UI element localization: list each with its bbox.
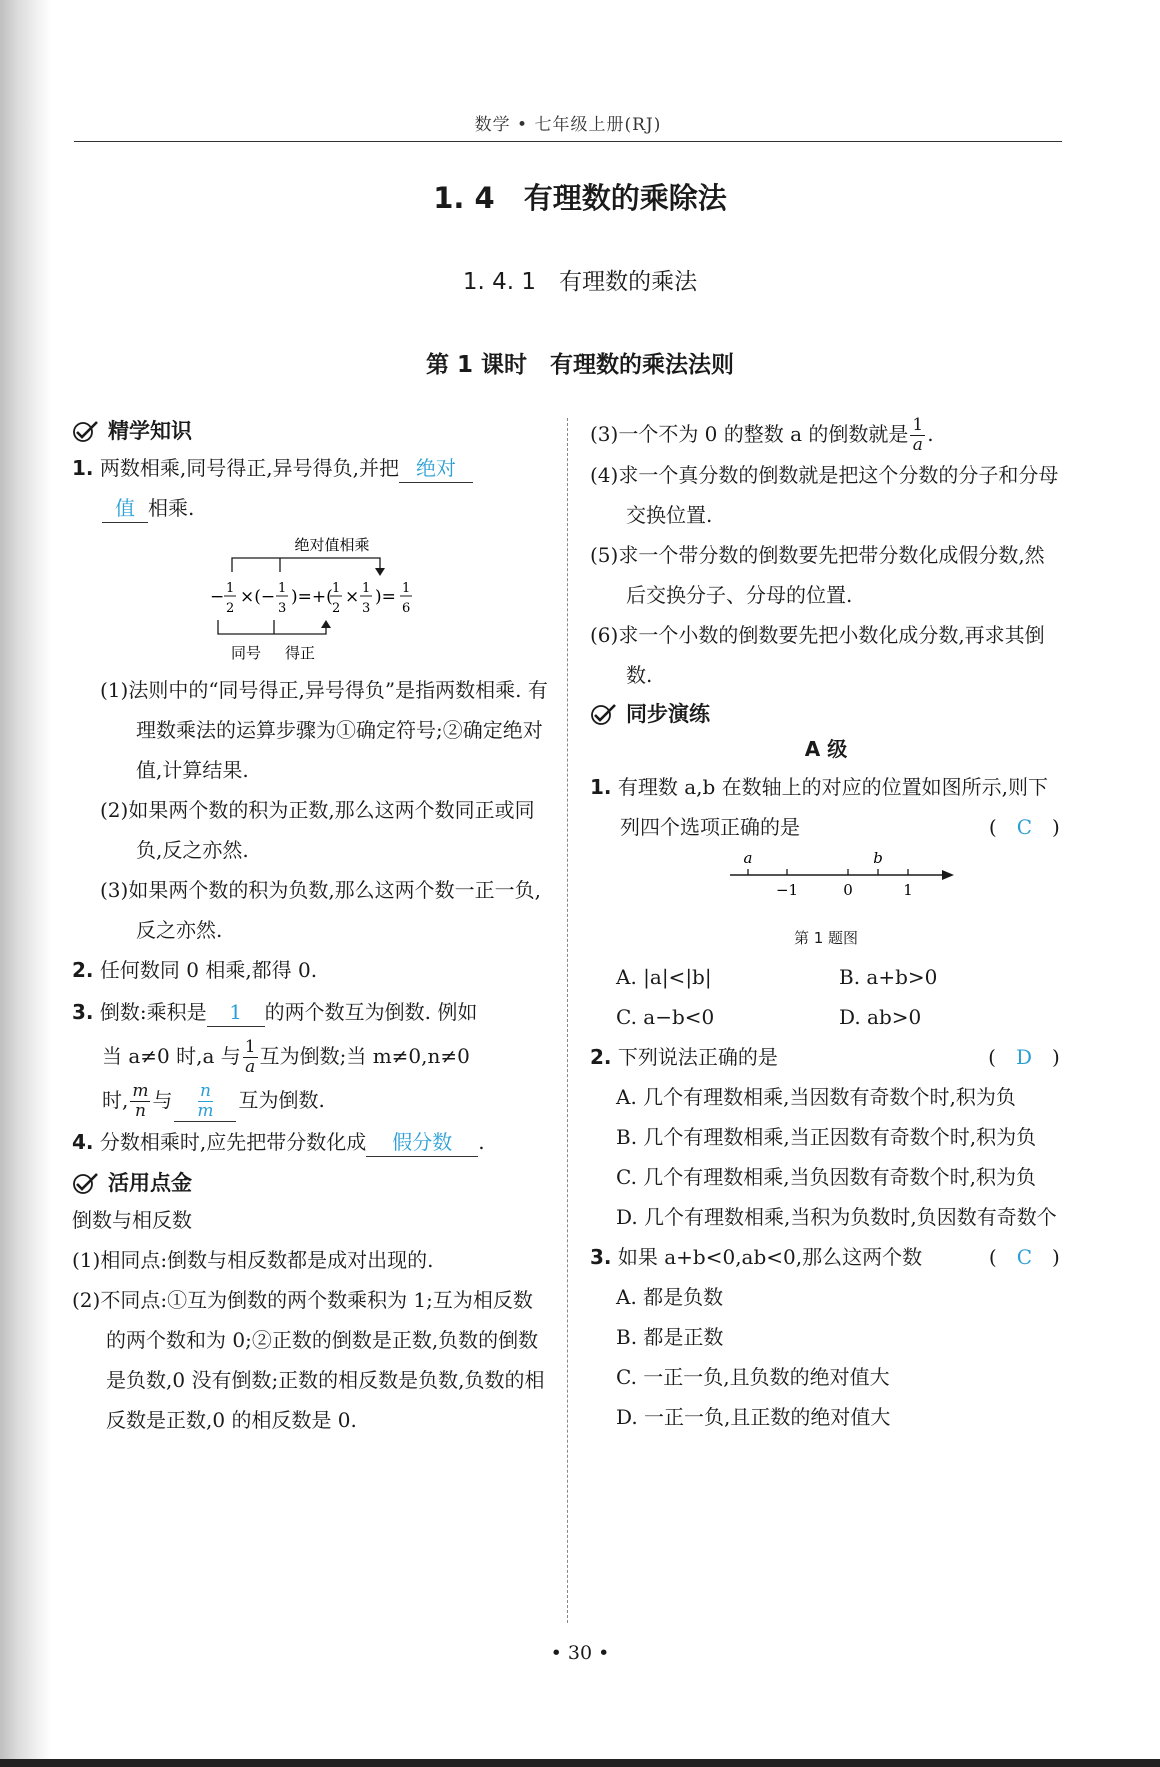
topic-heading: 倒数与相反数 [72, 1208, 192, 1232]
q1-options-row-2 [590, 997, 1062, 1037]
question-2: 2. 下列说法正确的是 ( D ) [590, 1045, 1060, 1069]
bottom-edge-bar [0, 1759, 1160, 1767]
left-column [72, 414, 548, 1440]
reciprocal-note-5: (5)求一个带分数的倒数要先把带分数化成假分数,然后交换分子、分母的位置. [590, 543, 1045, 607]
answer-q3: C [1016, 1245, 1032, 1269]
reciprocal-note-4: (4)求一个真分数的倒数就是把这个分数的分子和分母交换位置. [590, 463, 1059, 527]
option: C. 几个有理数相乘,当负因数有奇数个时,积为负 [616, 1165, 1037, 1189]
svg-text:3: 3 [278, 601, 287, 616]
svg-text:1: 1 [278, 581, 287, 596]
svg-text:1: 1 [332, 581, 341, 596]
fraction-m-over-n: $\frac{m}{n}$ [132, 1081, 149, 1121]
option: A. |a|<|b| [616, 965, 712, 989]
section-application: 活用点金 [72, 1166, 548, 1200]
knowledge-3: 3. 倒数:乘积是 1 的两个数互为倒数. 例如 当 a≠0 时,a 与 $\frac{1}{a}$ 互为倒数;当 m≠0,n≠0 时, $\frac{m}{n}$ 与 $\frac{n}{m}$ 互为倒数. [72, 1000, 478, 1121]
option: B. 几个有理数相乘,当正因数有奇数个时,积为负 [616, 1125, 1037, 1149]
check-badge-icon [590, 702, 618, 726]
answer-blank: 1 [207, 998, 265, 1027]
q1-options-row-1 [590, 957, 1062, 997]
svg-text:0: 0 [843, 881, 853, 899]
svg-text:−1: −1 [775, 881, 799, 899]
diagram-top-label: 绝对值相乘 [294, 536, 370, 554]
option: A. 都是负数 [616, 1285, 724, 1309]
sign-rule-diagram [204, 534, 464, 664]
svg-text:1: 1 [226, 581, 235, 596]
topic-point-2: (2)不同点:①互为倒数的两个数乘积为 1;互为相反数的两个数和为 0;②正数的倒数是正数,负数的倒数是负数,0 没有倒数;正数的相反数是负数,负数的相反数是正数,0 的相反数是 0. [72, 1288, 545, 1432]
question-1: 1. 有理数 a,b 在数轴上的对应的位置如图所示,则下列四个选项正确的是 ( C ) [590, 775, 1060, 839]
answer-fraction-n-over-m: $\frac{n}{m}$ [197, 1081, 214, 1121]
svg-text:−: − [210, 587, 225, 607]
section-knowledge: 精学知识 [72, 414, 548, 448]
option: C. 一正一负,且负数的绝对值大 [616, 1365, 890, 1389]
option: D. 一正一负,且正数的绝对值大 [616, 1405, 891, 1429]
option: D. 几个有理数相乘,当积为负数时,负因数有奇数个 [616, 1205, 1057, 1229]
check-badge-icon [72, 1171, 100, 1195]
question-3: 3. 如果 a+b<0,ab<0,那么这两个数 ( C ) [590, 1245, 1060, 1269]
svg-text:1: 1 [362, 581, 371, 596]
knowledge-2: 2. 任何数同 0 相乘,都得 0. [72, 958, 318, 982]
answer-blank: 假分数 [366, 1128, 478, 1157]
right-column [590, 414, 1062, 1437]
diagram-bottom-label-2: 得正 [284, 644, 316, 662]
option: D. ab>0 [839, 1005, 922, 1029]
running-header: 数学 • 七年级上册(RJ) [474, 115, 662, 135]
column-divider [567, 418, 568, 1623]
lesson-title: 第 1 课时 有理数的乘法法则 [425, 352, 735, 378]
svg-text:)=: )= [375, 587, 396, 607]
reciprocal-note-3: (3)一个不为 0 的整数 a 的倒数就是 $\frac{1}{a}$ . [590, 415, 934, 455]
diagram-bottom-label-1: 同号 [230, 644, 262, 662]
svg-text:)=+(: )=+( [291, 587, 333, 607]
svg-text:2: 2 [332, 601, 341, 616]
subsection-title: 1. 4. 1 有理数的乘法 [462, 269, 698, 295]
svg-text:a: a [743, 849, 753, 867]
option: B. 都是正数 [616, 1325, 724, 1349]
topic-point-1: (1)相同点:倒数与相反数都是成对出现的. [72, 1248, 434, 1272]
section-practice: 同步演练 [590, 697, 1062, 731]
answer-blank: 绝对 [399, 454, 473, 483]
reciprocal-note-6: (6)求一个小数的倒数要先把小数化成分数,再求其倒数. [590, 623, 1045, 687]
svg-text:b: b [873, 849, 883, 867]
knowledge-4: 4. 分数相乘时,应先把带分数化成 假分数 . [72, 1122, 548, 1162]
option: A. 几个有理数相乘,当因数有奇数个时,积为负 [616, 1085, 1016, 1109]
option: B. a+b>0 [839, 965, 938, 989]
svg-text:6: 6 [402, 601, 411, 616]
svg-text:2: 2 [226, 601, 235, 616]
answer-q1: C [1016, 815, 1032, 839]
check-badge-icon [72, 419, 100, 443]
knowledge-1: 1. 两数相乘,同号得正,异号得负,并把 绝对 值 相乘. [72, 448, 548, 528]
level-heading: A 级 [804, 737, 848, 761]
option: C. a−b<0 [616, 1005, 715, 1029]
knowledge-1-note-1: (1)法则中的“同号得正,异号得负”是指两数相乘. 有理数乘法的运算步骤为①确定符号;②确定绝对值,计算结果. [100, 678, 548, 782]
figure-caption: 第 1 题图 [793, 929, 859, 947]
svg-text:×: × [345, 587, 360, 607]
fraction-one-over-a: $\frac{1}{a}$ [912, 415, 924, 455]
page-number: • 30 • [550, 1642, 610, 1664]
svg-text:3: 3 [362, 601, 371, 616]
svg-text:1: 1 [903, 881, 913, 899]
header-rule [74, 141, 1062, 142]
knowledge-1-note-2: (2)如果两个数的积为正数,那么这两个数同正或同负,反之亦然. [100, 798, 535, 862]
answer-blank: 值 [102, 494, 148, 523]
svg-text:×(−: ×(− [240, 587, 276, 607]
number-line-figure [730, 847, 960, 925]
knowledge-1-note-3: (3)如果两个数的积为负数,那么这两个数一正一负,反之亦然. [100, 878, 542, 942]
fraction-one-over-a: $\frac{1}{a}$ [244, 1037, 256, 1077]
svg-text:1: 1 [402, 581, 411, 596]
section-title: 1. 4 有理数的乘除法 [433, 181, 727, 215]
answer-q2: D [1015, 1045, 1032, 1069]
